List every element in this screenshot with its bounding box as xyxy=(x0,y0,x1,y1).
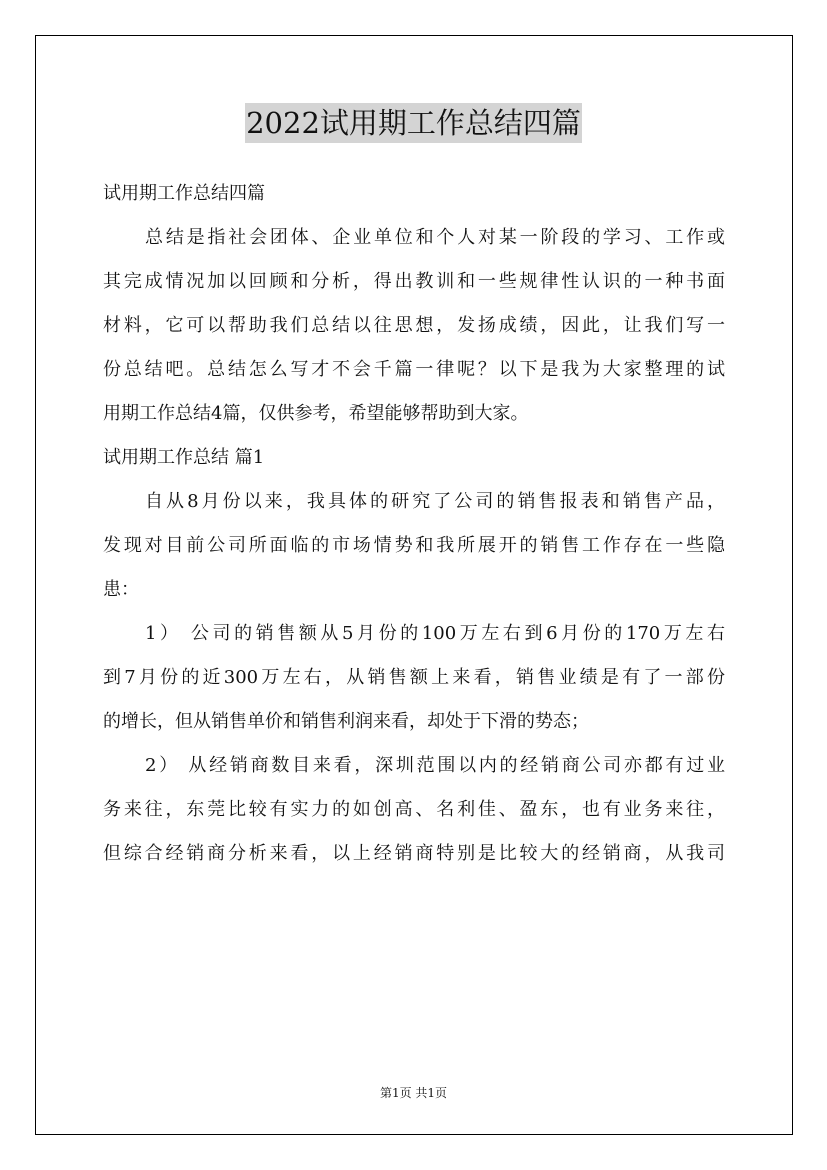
text-line: 务来往，东莞比较有实力的如创高、名利佳、盈东，也有业务来往， xyxy=(103,799,725,820)
document-title-text: 2022试用期工作总结四篇 xyxy=(245,103,582,143)
text-line: 份总结吧。总结怎么写才不会千篇一律呢？以下是我为大家整理的试 xyxy=(103,359,725,380)
document-body xyxy=(103,172,725,876)
text-line: 2） 从经销商数目来看，深圳范围以内的经销商公司亦都有过业 xyxy=(145,755,725,776)
text-line: 试用期工作总结 篇1 xyxy=(103,447,265,468)
text-line: 但综合经销商分析来看，以上经销商特别是比较大的经销商，从我司 xyxy=(103,843,725,864)
text-line: 1） 公司的销售额从5月份的100万左右到6月份的170万左右 xyxy=(145,623,725,644)
text-line: 到7月份的近300万左右，从销售额上来看，销售业绩是有了一部份 xyxy=(103,667,725,688)
text-line: 患： xyxy=(103,579,139,600)
text-line: 发现对目前公司所面临的市场情势和我所展开的销售工作存在一些隐 xyxy=(103,535,725,556)
text-line: 材料，它可以帮助我们总结以往思想，发扬成绩，因此，让我们写一 xyxy=(103,315,725,336)
text-line: 总结是指社会团体、企业单位和个人对某一阶段的学习、工作或 xyxy=(145,227,725,248)
page-footer: 第1页 共1页 xyxy=(379,1086,448,1100)
text-line: 其完成情况加以回顾和分析，得出教训和一些规律性认识的一种书面 xyxy=(103,271,725,292)
text-line: 自从8月份以来，我具体的研究了公司的销售报表和销售产品， xyxy=(145,491,725,512)
text-line: 的增长，但从销售单价和销售利润来看，却处于下滑的势态； xyxy=(103,711,589,732)
document-title xyxy=(0,103,827,148)
text-line: 用期工作总结4篇，仅供参考，希望能够帮助到大家。 xyxy=(103,403,529,424)
text-line: 试用期工作总结四篇 xyxy=(103,183,265,204)
